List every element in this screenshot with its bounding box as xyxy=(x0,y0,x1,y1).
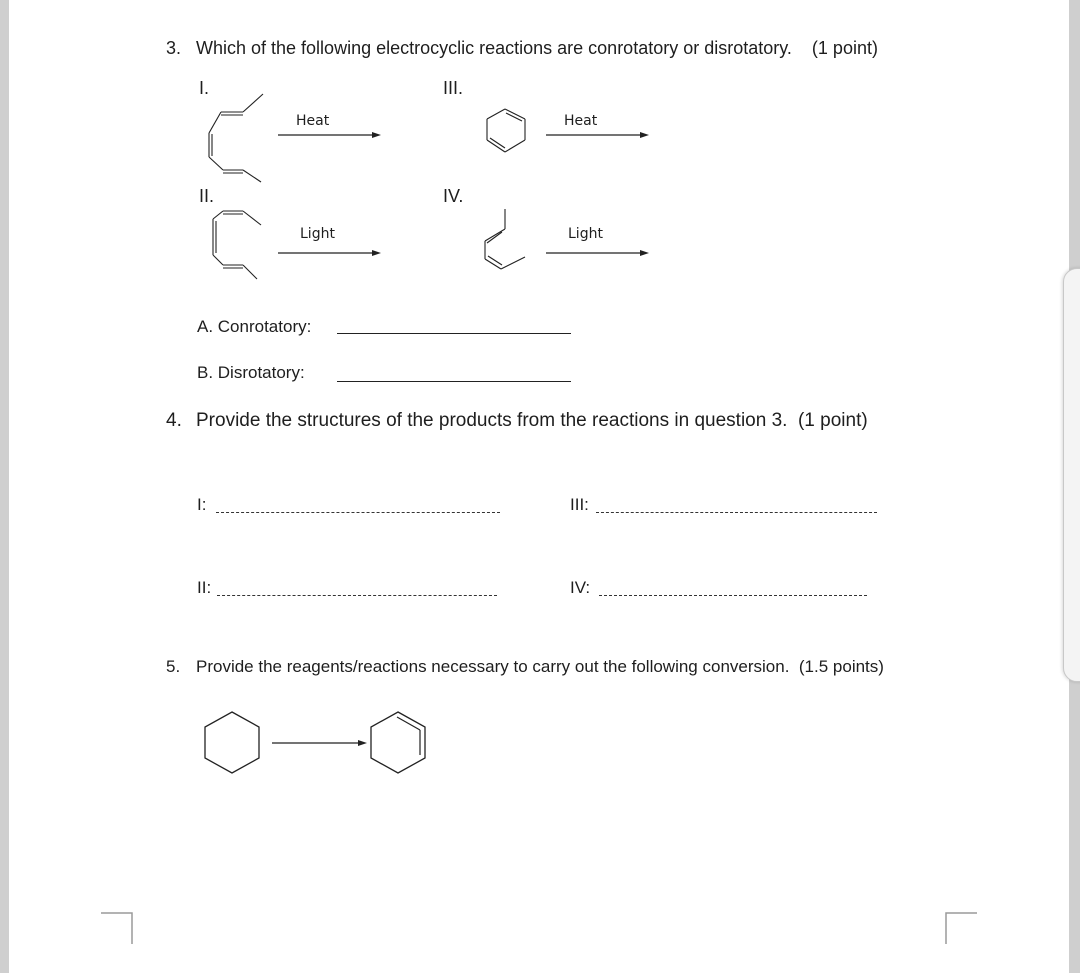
conrotatory-label: A. Conrotatory: xyxy=(197,317,312,336)
question-3-text: Which of the following electrocyclic reactions are conrotatory or disrotatory. xyxy=(196,38,792,58)
crop-mark-right xyxy=(943,910,977,944)
disrotatory-answer-line[interactable] xyxy=(337,381,571,382)
reaction-III-label: III. xyxy=(443,78,464,98)
disrotatory-label: B. Disrotatory: xyxy=(197,363,305,382)
product-III-blank[interactable] xyxy=(596,512,877,513)
question-5-points: (1.5 points) xyxy=(798,657,884,676)
reaction-II-condition: Light xyxy=(300,226,335,242)
question-5 xyxy=(166,657,884,677)
question-3-number: 3. xyxy=(166,38,182,58)
question-3 xyxy=(166,38,878,59)
product-II-label: II: xyxy=(197,578,212,597)
question-4 xyxy=(166,410,868,432)
reaction-IV-arrow xyxy=(546,248,650,258)
question-4-number: 4. xyxy=(166,410,182,431)
reaction-III-condition: Heat xyxy=(564,113,598,129)
product-III-label: III: xyxy=(570,495,589,514)
product-II-blank[interactable] xyxy=(217,595,497,596)
crop-mark-left xyxy=(101,910,135,944)
question-5-text: Provide the reagents/reactions necessary to carry out the following conversion. xyxy=(196,657,790,676)
document-page xyxy=(9,0,1069,973)
molecule-IV-diene xyxy=(469,205,539,280)
reaction-IV-condition: Light xyxy=(568,226,603,242)
molecule-III-cyclohexadiene xyxy=(477,102,537,162)
question-4-text: Provide the structures of the products from the reactions in question 3. xyxy=(196,410,788,431)
product-IV-label: IV: xyxy=(570,578,591,597)
product-IV-blank[interactable] xyxy=(599,595,867,596)
reaction-II-arrow xyxy=(278,248,382,258)
reaction-IV-label: IV. xyxy=(443,186,464,206)
conrotatory-answer-line[interactable] xyxy=(337,333,571,334)
question-3-points: (1 point) xyxy=(811,38,878,58)
reaction-III-arrow xyxy=(546,130,650,140)
cyclohexene-structure xyxy=(363,708,433,778)
scrollbar-handle[interactable] xyxy=(1063,268,1080,682)
reaction-I-condition: Heat xyxy=(296,113,330,129)
molecule-I-hexatriene xyxy=(199,85,279,185)
reaction-I-label: I. xyxy=(199,78,210,98)
molecule-II-triene xyxy=(199,205,279,295)
conversion-arrow xyxy=(272,738,368,748)
reaction-I-arrow xyxy=(278,130,382,140)
product-I-label: I: xyxy=(197,495,207,514)
reaction-II-label: II. xyxy=(199,186,215,206)
cyclohexane-structure xyxy=(197,708,267,778)
question-5-number: 5. xyxy=(166,657,181,676)
question-4-points: (1 point) xyxy=(797,410,868,431)
product-I-blank[interactable] xyxy=(216,512,500,513)
